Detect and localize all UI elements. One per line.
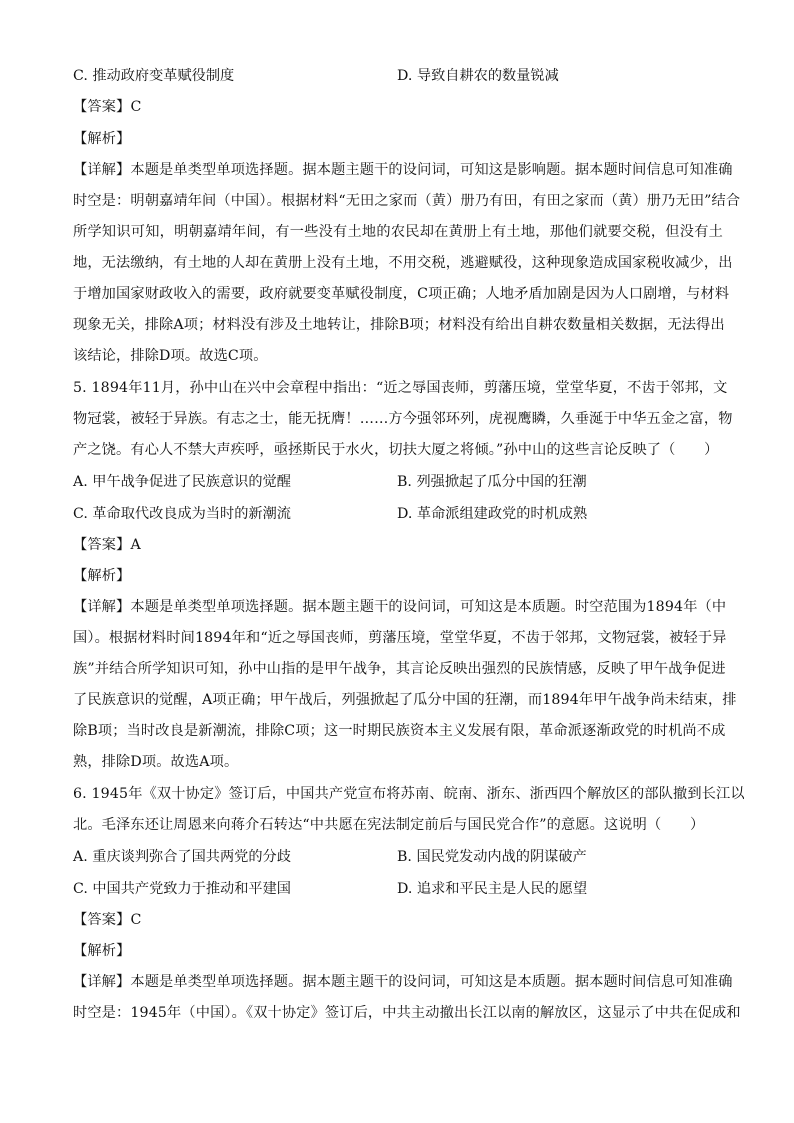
q4-analysis-label: 【解析】 xyxy=(73,131,131,147)
q6-analysis-label: 【解析】 xyxy=(73,943,131,959)
q5-detail-line: 族”并结合所学知识可知，孙中山指的是甲午战争，其言论反映出强烈的民族情感，反映了甲午战争促进 xyxy=(73,661,726,677)
q5-stem-line: 5. 1894年11月，孙中山在兴中会章程中指出：“近之辱国丧师，剪藩压境，堂堂华夏，不齿于邻邦，文 xyxy=(73,380,728,396)
q5-option-d: D. 革命派组建政党的时机成熟 xyxy=(397,506,588,522)
q5-stem-line: 物冠裳，被轻于异族。有志之士，能无抚膺！……方今强邻环列，虎视鹰瞵，久垂涎于中华五金之富，物 xyxy=(73,411,733,427)
q6-option-b: B. 国民党发动内战的阴谋破产 xyxy=(397,849,587,865)
q5-option-a: A. 甲午战争促进了民族意识的觉醒 xyxy=(73,474,291,490)
q4-option-d: D. 导致自耕农的数量锐减 xyxy=(397,68,559,84)
q6-option-a: A. 重庆谈判弥合了国共两党的分歧 xyxy=(73,849,291,865)
q4-detail-line: 时空是：明朝嘉靖年间（中国）。根据材料“无田之家而（黄）册乃有田，有田之家而（黄）册乃无田”结合 xyxy=(73,193,741,209)
q6-option-c: C. 中国共产党致力于推动和平建国 xyxy=(73,881,291,897)
q5-analysis-label: 【解析】 xyxy=(73,568,131,584)
q4-detail-line: 所学知识可知，明朝嘉靖年间，有一些没有土地的农民却在黄册上有土地，那他们就要交税，但没有土 xyxy=(73,224,723,240)
q5-stem-line: 产之饶。有心人不禁大声疾呼，亟拯斯民于水火，切扶大厦之将倾。”孙中山的这些言论反映了（ ） xyxy=(73,442,719,458)
q4-detail-line: 【详解】本题是单类型单项选择题。据本题主题干的设问词，可知这是影响题。据本题时间信息可知准确 xyxy=(73,162,733,178)
q5-detail-line: 国）。根据材料时间1894年和“近之辱国丧师，剪藩压境，堂堂华夏，不齿于邻邦，文物冠裳，被轻于异 xyxy=(73,630,727,646)
q5-detail-line: 【详解】本题是单类型单项选择题。据本题主题干的设问词，可知这是本质题。时空范围为1894年（中 xyxy=(73,599,727,615)
q6-stem-line: 6. 1945年《双十协定》签订后，中国共产党宣布将苏南、皖南、浙东、浙西四个解放区的部队撤到长江以 xyxy=(73,786,745,802)
q5-answer: 【答案】A xyxy=(73,537,141,553)
q4-detail-line: 地，无法缴纳，有土地的人却在黄册上没有土地，不用交税，逃避赋役，这种现象造成国家税收减少，出 xyxy=(73,255,733,271)
q6-option-d: D. 追求和平民主是人民的愿望 xyxy=(397,881,588,897)
q5-option-b: B. 列强掀起了瓜分中国的狂潮 xyxy=(397,474,587,490)
q5-option-c: C. 革命取代改良成为当时的新潮流 xyxy=(73,506,291,522)
q5-detail-line: 除B项；当时改良是新潮流，排除C项；这一时期民族资本主义发展有限，革命派逐渐政党的时机尚不成 xyxy=(73,723,726,739)
q5-detail-line: 了民族意识的觉醒，A项正确；甲午战后，列强掀起了瓜分中国的狂潮，而1894年甲午战争尚未结束，排 xyxy=(73,692,737,708)
q5-detail-line: 熟，排除D项。故选A项。 xyxy=(73,754,239,770)
q4-detail-line: 该结论，排除D项。故选C项。 xyxy=(73,348,268,364)
q4-detail-line: 现象无关，排除A项；材料没有涉及土地转让，排除B项；材料没有给出自耕农数量相关数据，无法得出 xyxy=(73,317,725,333)
q4-detail-line: 于增加国家财政收入的需要，政府就要变革赋役制度，C项正确；人地矛盾加剧是因为人口剧增，与材料 xyxy=(73,286,730,302)
q6-answer: 【答案】C xyxy=(73,912,142,928)
q4-option-c: C. 推动政府变革赋役制度 xyxy=(73,68,235,84)
q6-detail-line: 时空是：1945年（中国）。《双十协定》签订后，中共主动撤出长江以南的解放区，这显示了中共在促成和 xyxy=(73,1005,741,1021)
q4-answer: 【答案】C xyxy=(73,99,142,115)
q6-stem-line: 北。毛泽东还让周恩来向蒋介石转达“中共愿在宪法制定前后与国民党合作”的意愿。这说明（ ） xyxy=(73,817,705,833)
q6-detail-line: 【详解】本题是单类型单项选择题。据本题主题干的设问词，可知这是本质题。据本题时间信息可知准确 xyxy=(73,974,733,990)
